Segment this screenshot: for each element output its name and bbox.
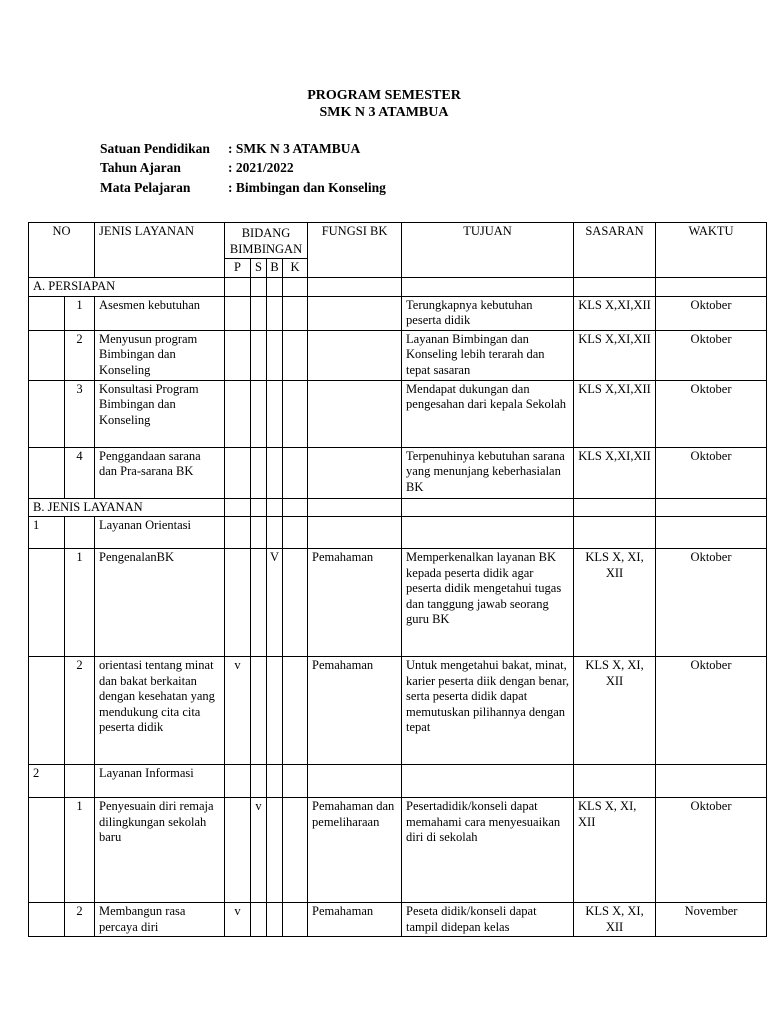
meta-row-tahun: [100, 160, 294, 176]
row-p: [225, 798, 251, 903]
table-row: [29, 798, 767, 903]
row-b: [267, 657, 283, 765]
row-waktu: Oktober: [656, 296, 767, 330]
row-k: [283, 549, 308, 657]
row-no: 3: [65, 380, 95, 447]
meta-sep: :: [228, 180, 233, 195]
header-waktu: WAKTU: [656, 223, 767, 278]
header-jenis: JENIS LAYANAN: [95, 223, 225, 278]
row-waktu: Oktober: [656, 798, 767, 903]
row-sasaran: KLS X, XI, XII: [574, 903, 656, 937]
row-tujuan: Untuk mengetahui bakat, minat, karier peserta diik dengan benar, serta peserta didik dapat memutuskan pilihannya dengan tepat: [402, 657, 574, 765]
meta-sep: :: [228, 141, 233, 156]
row-fungsi: Pemahaman: [308, 657, 402, 765]
row-jenis: Konsultasi Program Bimbingan dan Konseling: [95, 380, 225, 447]
meta-value: Bimbingan dan Konseling: [235, 180, 386, 195]
row-s: [251, 549, 267, 657]
document-subtitle: SMK N 3 ATAMBUA: [319, 105, 449, 120]
header-p: P: [225, 259, 251, 278]
row-tujuan: Terpenuhinya kebutuhan sarana yang menunjang keberhasialan BK: [402, 447, 574, 498]
row-sasaran: KLS X, XI, XII: [574, 798, 656, 903]
meta-sep: :: [228, 160, 233, 175]
section-label: B. JENIS LAYANAN: [29, 498, 225, 517]
group-row-orientasi: [29, 517, 767, 549]
section-row-b: [29, 498, 767, 517]
header-fungsi: FUNGSI BK: [308, 223, 402, 278]
section-label: A. PERSIAPAN: [29, 277, 225, 296]
row-s: [251, 903, 267, 937]
table-row: [29, 549, 767, 657]
row-no: 2: [65, 657, 95, 765]
row-sasaran: KLS X,XI,XII: [574, 296, 656, 330]
row-s: [251, 657, 267, 765]
header-sasaran: SASARAN: [574, 223, 656, 278]
row-p: v: [225, 903, 251, 937]
meta-key: Satuan Pendidikan: [100, 141, 210, 156]
row-k: [283, 798, 308, 903]
row-jenis: Asesmen kebutuhan: [95, 296, 225, 330]
row-jenis: Penyesuain diri remaja dilingkungan sekolah baru: [95, 798, 225, 903]
row-sasaran: KLS X, XI, XII: [574, 657, 656, 765]
row-fungsi: Pemahaman dan pemeliharaan: [308, 798, 402, 903]
row-b: [267, 903, 283, 937]
meta-value: 2021/2022: [235, 160, 294, 175]
table-row: [29, 903, 767, 937]
row-no: 4: [65, 447, 95, 498]
meta-value: SMK N 3 ATAMBUA: [235, 141, 361, 156]
group-no: 1: [29, 517, 65, 549]
group-label: Layanan Informasi: [95, 765, 225, 798]
row-fungsi: Pemahaman: [308, 549, 402, 657]
header-no: NO: [29, 223, 95, 278]
header-b: B: [267, 259, 283, 278]
row-sasaran: KLS X,XI,XII: [574, 447, 656, 498]
row-tujuan: Terungkapnya kebutuhan peserta didik: [402, 296, 574, 330]
row-no: 1: [65, 798, 95, 903]
row-no: 2: [65, 330, 95, 380]
row-jenis: Menyusun program Bimbingan dan Konseling: [95, 330, 225, 380]
row-k: [283, 903, 308, 937]
row-b: [267, 798, 283, 903]
row-waktu: Oktober: [656, 549, 767, 657]
row-waktu: Oktober: [656, 657, 767, 765]
program-table: [28, 222, 767, 937]
group-row-informasi: [29, 765, 767, 798]
row-k: [283, 657, 308, 765]
row-tujuan: Layanan Bimbingan dan Konseling lebih terarah dan tepat sasaran: [402, 330, 574, 380]
meta-key: Mata Pelajaran: [100, 180, 191, 195]
row-p: [225, 549, 251, 657]
group-label: Layanan Orientasi: [95, 517, 225, 549]
row-jenis: Membangun rasa percaya diri: [95, 903, 225, 937]
meta-row-satuan: [100, 141, 360, 157]
table-row: [29, 296, 767, 330]
row-waktu: November: [656, 903, 767, 937]
row-waktu: Oktober: [656, 330, 767, 380]
section-row-a: [29, 277, 767, 296]
row-jenis: PengenalanBK: [95, 549, 225, 657]
header-bidang: BIDANG BIMBINGAN: [225, 223, 308, 259]
row-tujuan: Pesertadidik/konseli dapat memahami cara menyesuaikan diri di sekolah: [402, 798, 574, 903]
row-no: 2: [65, 903, 95, 937]
header-s: S: [251, 259, 267, 278]
row-tujuan: Peseta didik/konseli dapat tampil didepan kelas: [402, 903, 574, 937]
row-waktu: Oktober: [656, 380, 767, 447]
header-k: K: [283, 259, 308, 278]
row-jenis: orientasi tentang minat dan bakat berkaitan dengan kesehatan yang mendukung cita cita peserta didik: [95, 657, 225, 765]
row-waktu: Oktober: [656, 447, 767, 498]
row-s: v: [251, 798, 267, 903]
header-tujuan: TUJUAN: [402, 223, 574, 278]
row-p: v: [225, 657, 251, 765]
table-row: [29, 380, 767, 447]
row-no: 1: [65, 296, 95, 330]
row-sasaran: KLS X,XI,XII: [574, 380, 656, 447]
row-no: 1: [65, 549, 95, 657]
row-fungsi: Pemahaman: [308, 903, 402, 937]
row-tujuan: Memperkenalkan layanan BK kepada peserta didik agar peserta didik mengetahui tugas dan tanggung jawab seorang guru BK: [402, 549, 574, 657]
table-row: [29, 330, 767, 380]
row-tujuan: Mendapat dukungan dan pengesahan dari kepala Sekolah: [402, 380, 574, 447]
row-b: V: [267, 549, 283, 657]
header-row: [29, 223, 767, 259]
document-title: PROGRAM SEMESTER: [307, 88, 461, 103]
row-sasaran: KLS X, XI, XII: [574, 549, 656, 657]
row-jenis: Penggandaan sarana dan Pra-sarana BK: [95, 447, 225, 498]
group-no: 2: [29, 765, 65, 798]
row-sasaran: KLS X,XI,XII: [574, 330, 656, 380]
meta-row-mapel: [100, 180, 386, 196]
meta-key: Tahun Ajaran: [100, 160, 181, 175]
table-row: [29, 447, 767, 498]
table-row: [29, 657, 767, 765]
